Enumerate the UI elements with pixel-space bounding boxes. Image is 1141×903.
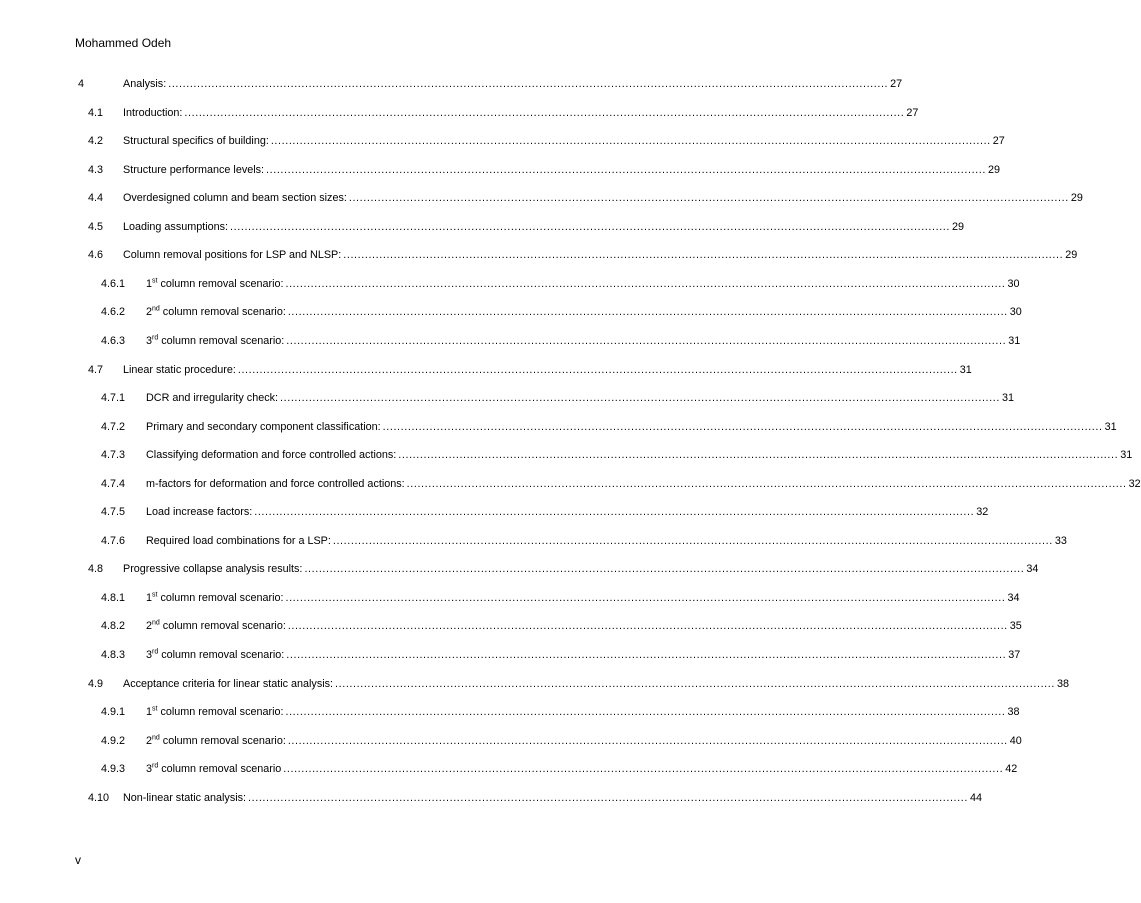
toc-title — [146, 534, 331, 548]
dot-leader: ........................................................................................................................................................................................................ — [332, 535, 1053, 547]
toc-title-rest: column removal scenario: — [157, 706, 284, 718]
toc-page-number: 27 — [992, 135, 1005, 147]
toc-page-number: 34 — [1007, 592, 1020, 604]
toc-title-text: Required load combinations for a LSP: — [146, 535, 331, 547]
toc-title — [146, 591, 283, 605]
toc-entry[interactable] — [88, 363, 972, 377]
toc-title-text: Non-linear static analysis: — [123, 792, 247, 804]
toc-title — [123, 562, 302, 576]
dot-leader: ........................................................................................................................................................................................................ — [285, 706, 1006, 718]
toc-number: 4.7.1 — [101, 392, 126, 404]
dot-leader: ........................................................................................................................................................................................................ — [398, 449, 1119, 461]
toc-entry[interactable] — [88, 134, 1005, 148]
toc-entry[interactable] — [101, 705, 1020, 719]
toc-entry[interactable] — [88, 163, 1000, 177]
toc-number: 4.8.1 — [101, 592, 126, 604]
toc-page-number: 42 — [1005, 763, 1018, 775]
toc-title-text: Overdesigned column and beam section sizes: — [123, 192, 347, 204]
toc-page-number: 40 — [1009, 735, 1022, 747]
dot-leader: ........................................................................................................................................................................................................ — [285, 592, 1006, 604]
toc-entry[interactable] — [88, 791, 982, 805]
toc-title — [146, 734, 286, 748]
toc-title-text: Classifying deformation and force controlled actions: — [146, 449, 397, 461]
toc-title-rest: column removal scenario: — [159, 620, 286, 632]
toc-title-text: Column removal positions for LSP and NLSP: — [123, 249, 342, 261]
toc-page-number: 31 — [959, 364, 972, 376]
toc-title-rest: column removal scenario: — [157, 592, 284, 604]
dot-leader: ........................................................................................................................................................................................................ — [283, 763, 1004, 775]
toc-entry[interactable] — [101, 734, 1022, 748]
toc-entry[interactable] — [88, 191, 1083, 205]
page-number: v — [75, 853, 81, 867]
toc-title-rest: column removal scenario: — [159, 306, 286, 318]
toc-entry[interactable] — [101, 391, 1014, 405]
ordinal-suffix: nd — [152, 734, 160, 742]
toc-title — [146, 619, 286, 633]
toc-number: 4.6 — [88, 249, 104, 261]
toc-title — [146, 420, 381, 434]
toc-number: 4.3 — [88, 164, 104, 176]
toc-title — [146, 505, 252, 519]
toc-entry[interactable] — [88, 220, 965, 234]
toc-number: 4.1 — [88, 107, 104, 119]
toc-title — [146, 648, 284, 662]
dot-leader: ........................................................................................................................................................................................................ — [286, 649, 1007, 661]
toc-number: 4.9 — [88, 678, 104, 690]
toc-entry[interactable] — [101, 420, 1117, 434]
toc-page-number: 31 — [1120, 449, 1133, 461]
toc-title-text: Acceptance criteria for linear static analysis: — [123, 678, 334, 690]
ordinal-suffix: rd — [152, 648, 159, 656]
toc-title-rest: column removal scenario: — [157, 278, 284, 290]
toc-entry[interactable] — [101, 448, 1133, 462]
toc-entry[interactable] — [88, 248, 1078, 262]
toc-title — [123, 363, 236, 377]
toc-title — [146, 391, 278, 405]
toc-number: 4.6.1 — [101, 278, 126, 290]
dot-leader: ........................................................................................................................................................................................................ — [266, 164, 986, 176]
dot-leader: ........................................................................................................................................................................................................ — [406, 478, 1127, 490]
toc-title-text: Loading assumptions: — [123, 221, 229, 233]
dot-leader: ........................................................................................................................................................................................................ — [280, 392, 1000, 404]
toc-title — [123, 191, 347, 205]
dot-leader: ........................................................................................................................................................................................................ — [168, 78, 889, 90]
toc-title-text: 2 — [146, 306, 153, 318]
toc-number: 4.10 — [88, 792, 110, 804]
toc-title — [146, 477, 405, 491]
dot-leader: ........................................................................................................................................................................................................ — [230, 221, 950, 233]
toc-title-rest: column removal scenario: — [158, 649, 285, 661]
dot-leader: ........................................................................................................................................................................................................ — [287, 735, 1008, 747]
toc-page-number: 34 — [1026, 563, 1039, 575]
toc-title-text: 1 — [146, 592, 153, 604]
toc-number: 4.2 — [88, 135, 104, 147]
toc-entry[interactable] — [101, 305, 1022, 319]
toc-entry[interactable] — [101, 591, 1020, 605]
toc-page-number: 38 — [1056, 678, 1069, 690]
toc-entry[interactable] — [101, 505, 989, 519]
toc-number: 4.7.4 — [101, 478, 126, 490]
toc-number: 4.8.3 — [101, 649, 126, 661]
toc-page-number: 30 — [1007, 278, 1020, 290]
dot-leader: ........................................................................................................................................................................................................ — [286, 335, 1007, 347]
toc-entry[interactable] — [101, 477, 1141, 491]
toc-title-rest: column removal scenario: — [158, 335, 285, 347]
toc-page-number: 29 — [987, 164, 1000, 176]
toc-page-number: 31 — [1001, 392, 1014, 404]
toc-entry[interactable] — [78, 77, 903, 91]
toc-number: 4.8.2 — [101, 620, 126, 632]
toc-title-text: 2 — [146, 620, 153, 632]
toc-title — [123, 677, 333, 691]
toc-title-text: 3 — [146, 649, 153, 661]
toc-title-text: Linear static procedure: — [123, 364, 236, 376]
ordinal-suffix: st — [152, 591, 158, 599]
dot-leader: ........................................................................................................................................................................................................ — [382, 421, 1103, 433]
toc-entry[interactable] — [101, 534, 1067, 548]
toc-page-number: 32 — [1128, 478, 1141, 490]
toc-page-number: 33 — [1054, 535, 1067, 547]
toc-title — [146, 762, 281, 776]
toc-number: 4.7.2 — [101, 421, 126, 433]
dot-leader: ........................................................................................................................................................................................................ — [335, 678, 1055, 690]
ordinal-suffix: rd — [152, 762, 159, 770]
dot-leader: ........................................................................................................................................................................................................ — [287, 620, 1008, 632]
toc-title — [123, 134, 269, 148]
toc-page-number: 29 — [1070, 192, 1083, 204]
toc-title-rest: column removal scenario: — [159, 735, 286, 747]
toc-page-number: 31 — [1008, 335, 1021, 347]
toc-page-number: 27 — [890, 78, 903, 90]
dot-leader: ........................................................................................................................................................................................................ — [270, 135, 991, 147]
toc-page-number: 27 — [906, 107, 919, 119]
toc-entry[interactable] — [101, 762, 1018, 776]
toc-title-text: Analysis: — [123, 78, 167, 90]
toc-entry[interactable] — [101, 619, 1022, 633]
toc-title-text: Primary and secondary component classification: — [146, 421, 381, 433]
toc-title-text: DCR and irregularity check: — [146, 392, 279, 404]
toc-number: 4.4 — [88, 192, 104, 204]
toc-number: 4.8 — [88, 563, 104, 575]
ordinal-suffix: rd — [152, 334, 159, 342]
toc-number: 4.5 — [88, 221, 104, 233]
toc-title-text: Structure performance levels: — [123, 164, 265, 176]
toc-page-number: 29 — [1065, 249, 1078, 261]
dot-leader: ........................................................................................................................................................................................................ — [285, 278, 1006, 290]
header-author: Mohammed Odeh — [75, 36, 172, 50]
dot-leader: ........................................................................................................................................................................................................ — [184, 107, 905, 119]
ordinal-suffix: nd — [152, 619, 160, 627]
toc-title — [123, 77, 166, 91]
toc-entry[interactable] — [101, 334, 1021, 348]
toc-entry[interactable] — [101, 648, 1021, 662]
toc-title-text: m-factors for deformation and force controlled actions: — [146, 478, 405, 490]
ordinal-suffix: st — [152, 705, 158, 713]
dot-leader: ........................................................................................................................................................................................................ — [304, 563, 1025, 575]
toc-title-text: Introduction: — [123, 107, 183, 119]
toc-title-text: Progressive collapse analysis results: — [123, 563, 303, 575]
toc-number: 4.9.3 — [101, 763, 126, 775]
dot-leader: ........................................................................................................................................................................................................ — [248, 792, 968, 804]
toc-number: 4.9.2 — [101, 735, 126, 747]
toc-page-number: 38 — [1007, 706, 1020, 718]
toc-number: 4.7.6 — [101, 535, 126, 547]
toc-page-number: 31 — [1104, 421, 1117, 433]
toc-number: 4.6.2 — [101, 306, 126, 318]
toc-title — [123, 791, 246, 805]
dot-leader: ........................................................................................................................................................................................................ — [237, 364, 958, 376]
toc-page-number: 35 — [1009, 620, 1022, 632]
toc-page-number: 30 — [1009, 306, 1022, 318]
dot-leader: ........................................................................................................................................................................................................ — [343, 249, 1064, 261]
toc-title-rest: column removal scenario — [158, 763, 282, 775]
toc-title — [146, 305, 286, 319]
dot-leader: ........................................................................................................................................................................................................ — [287, 306, 1008, 318]
toc-page-number: 29 — [952, 221, 965, 233]
toc-page-number: 37 — [1008, 649, 1021, 661]
toc-title-text: 1 — [146, 706, 153, 718]
toc-title — [146, 705, 283, 719]
toc-number: 4.7 — [88, 364, 104, 376]
toc-entry[interactable] — [101, 277, 1020, 291]
toc-page-number: 32 — [976, 506, 989, 518]
toc-title-text: Structural specifics of building: — [123, 135, 269, 147]
toc-title — [123, 106, 182, 120]
toc-title-text: 2 — [146, 735, 153, 747]
toc-entry[interactable] — [88, 677, 1069, 691]
toc-title — [146, 334, 284, 348]
ordinal-suffix: st — [152, 277, 158, 285]
toc-title-text: 3 — [146, 763, 153, 775]
dot-leader: ........................................................................................................................................................................................................ — [348, 192, 1069, 204]
toc-number: 4.6.3 — [101, 335, 126, 347]
toc-title — [123, 248, 341, 262]
toc-title-text: Load increase factors: — [146, 506, 253, 518]
toc-number: 4.9.1 — [101, 706, 126, 718]
toc-entry[interactable] — [88, 106, 919, 120]
ordinal-suffix: nd — [152, 305, 160, 313]
toc-title-text: 3 — [146, 335, 153, 347]
toc-title-text: 1 — [146, 278, 153, 290]
toc-number: 4 — [78, 78, 85, 90]
dot-leader: ........................................................................................................................................................................................................ — [254, 506, 975, 518]
toc-title — [146, 448, 396, 462]
toc-number: 4.7.5 — [101, 506, 126, 518]
toc-entry[interactable] — [88, 562, 1039, 576]
toc-title — [146, 277, 283, 291]
toc-page-number: 44 — [969, 792, 982, 804]
toc-number: 4.7.3 — [101, 449, 126, 461]
toc-title — [123, 163, 264, 177]
toc-title — [123, 220, 228, 234]
